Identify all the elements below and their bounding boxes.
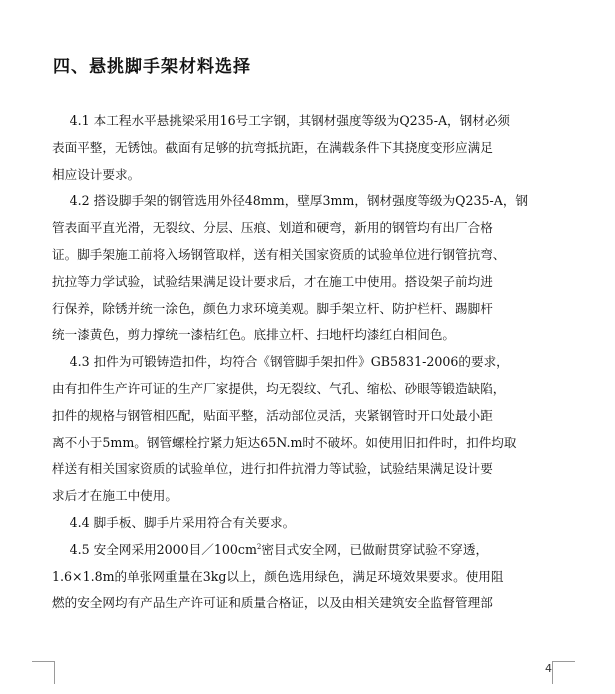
text-line: 燃的安全网均有产品生产许可证和质量合格证，以及由相关建筑安全监督管理部 bbox=[52, 595, 493, 611]
text-line: 统一漆黄色，剪力撑统一漆桔红色。底排立杆、扫地杆均漆红白相间色。 bbox=[52, 327, 455, 343]
paragraph-4-4 bbox=[52, 510, 558, 537]
text-line bbox=[52, 537, 558, 564]
body-text bbox=[52, 108, 558, 617]
text-line: 行保养，除锈并统一涂色，颜色力求环境美观。脚手架立杆、防护栏杆、踢脚杆 bbox=[52, 300, 493, 316]
paragraph-4-2 bbox=[52, 188, 558, 349]
paragraph-4-5 bbox=[52, 537, 558, 617]
text-line: 证。脚手架施工前将入场钢管取样，送有相关国家资质的试验单位进行钢管抗弯、 bbox=[52, 246, 506, 262]
text-run: 密目式安全网，已做耐贯穿试验不穿透， bbox=[261, 541, 489, 557]
superscript: 2 bbox=[256, 542, 262, 551]
text-line: 4.1 本工程水平悬挑梁采用16号工字钢，其钢材强度等级为Q235-A，钢材必须 bbox=[69, 113, 511, 128]
text-line: 样送有相关国家资质的试验单位，进行扣件抗滑力等试验，试验结果满足设计要 bbox=[52, 461, 493, 477]
margin-corner-mark-right bbox=[552, 661, 575, 684]
text-line: 表面平整，无锈蚀。截面有足够的抗弯抵抗距，在满载条件下其挠度变形应满足 bbox=[52, 139, 493, 155]
text-line: 扣件的规格与钢管相匹配，贴面平整，活动部位灵活，夹紧钢管时开口处最小距 bbox=[52, 407, 493, 423]
text-line: 4.4 脚手板、脚手片采用符合有关要求。 bbox=[69, 514, 296, 530]
paragraph-4-3 bbox=[52, 349, 558, 510]
paragraph-4-1 bbox=[52, 108, 558, 188]
margin-corner-mark-left bbox=[32, 661, 55, 684]
text-line: 4.2 搭设脚手架的钢管选用外径48mm，壁厚3mm，钢材强度等级为Q235-A，钢 bbox=[69, 193, 529, 209]
text-line: 管表面平直光滑，无裂纹、分层、压痕、划道和硬弯，新用的钢管均有出厂合格 bbox=[52, 220, 493, 236]
section-heading: 四、悬挑脚手架材料选择 bbox=[53, 57, 251, 77]
text-line: 相应设计要求。 bbox=[52, 166, 141, 182]
text-line: 求后才在施工中使用。 bbox=[52, 488, 178, 504]
text-line: 离不小于5mm。钢管螺栓拧紧力矩达65N.m时不破坏。如使用旧扣件时，扣件均取 bbox=[52, 434, 517, 450]
text-line: 由有扣件生产许可证的生产厂家提供，均无裂纹、气孔、缩松、砂眼等锻造缺陷， bbox=[52, 380, 506, 396]
text-line: 4.3 扣件为可锻铸造扣件，均符合《钢管脚手架扣件》GB5831-2006的要求， bbox=[69, 354, 509, 370]
text-run: 4.5 安全网采用2000目／100cm bbox=[69, 541, 257, 557]
text-line: 1.6×1.8m的单张网重量在3kg以上，颜色选用绿色，满足环境效果要求。使用阻 bbox=[52, 568, 504, 584]
page-number: 4 bbox=[545, 662, 552, 675]
text-line: 抗拉等力学试验，试验结果满足设计要求后，才在施工中使用。搭设架子前均进 bbox=[52, 273, 493, 289]
